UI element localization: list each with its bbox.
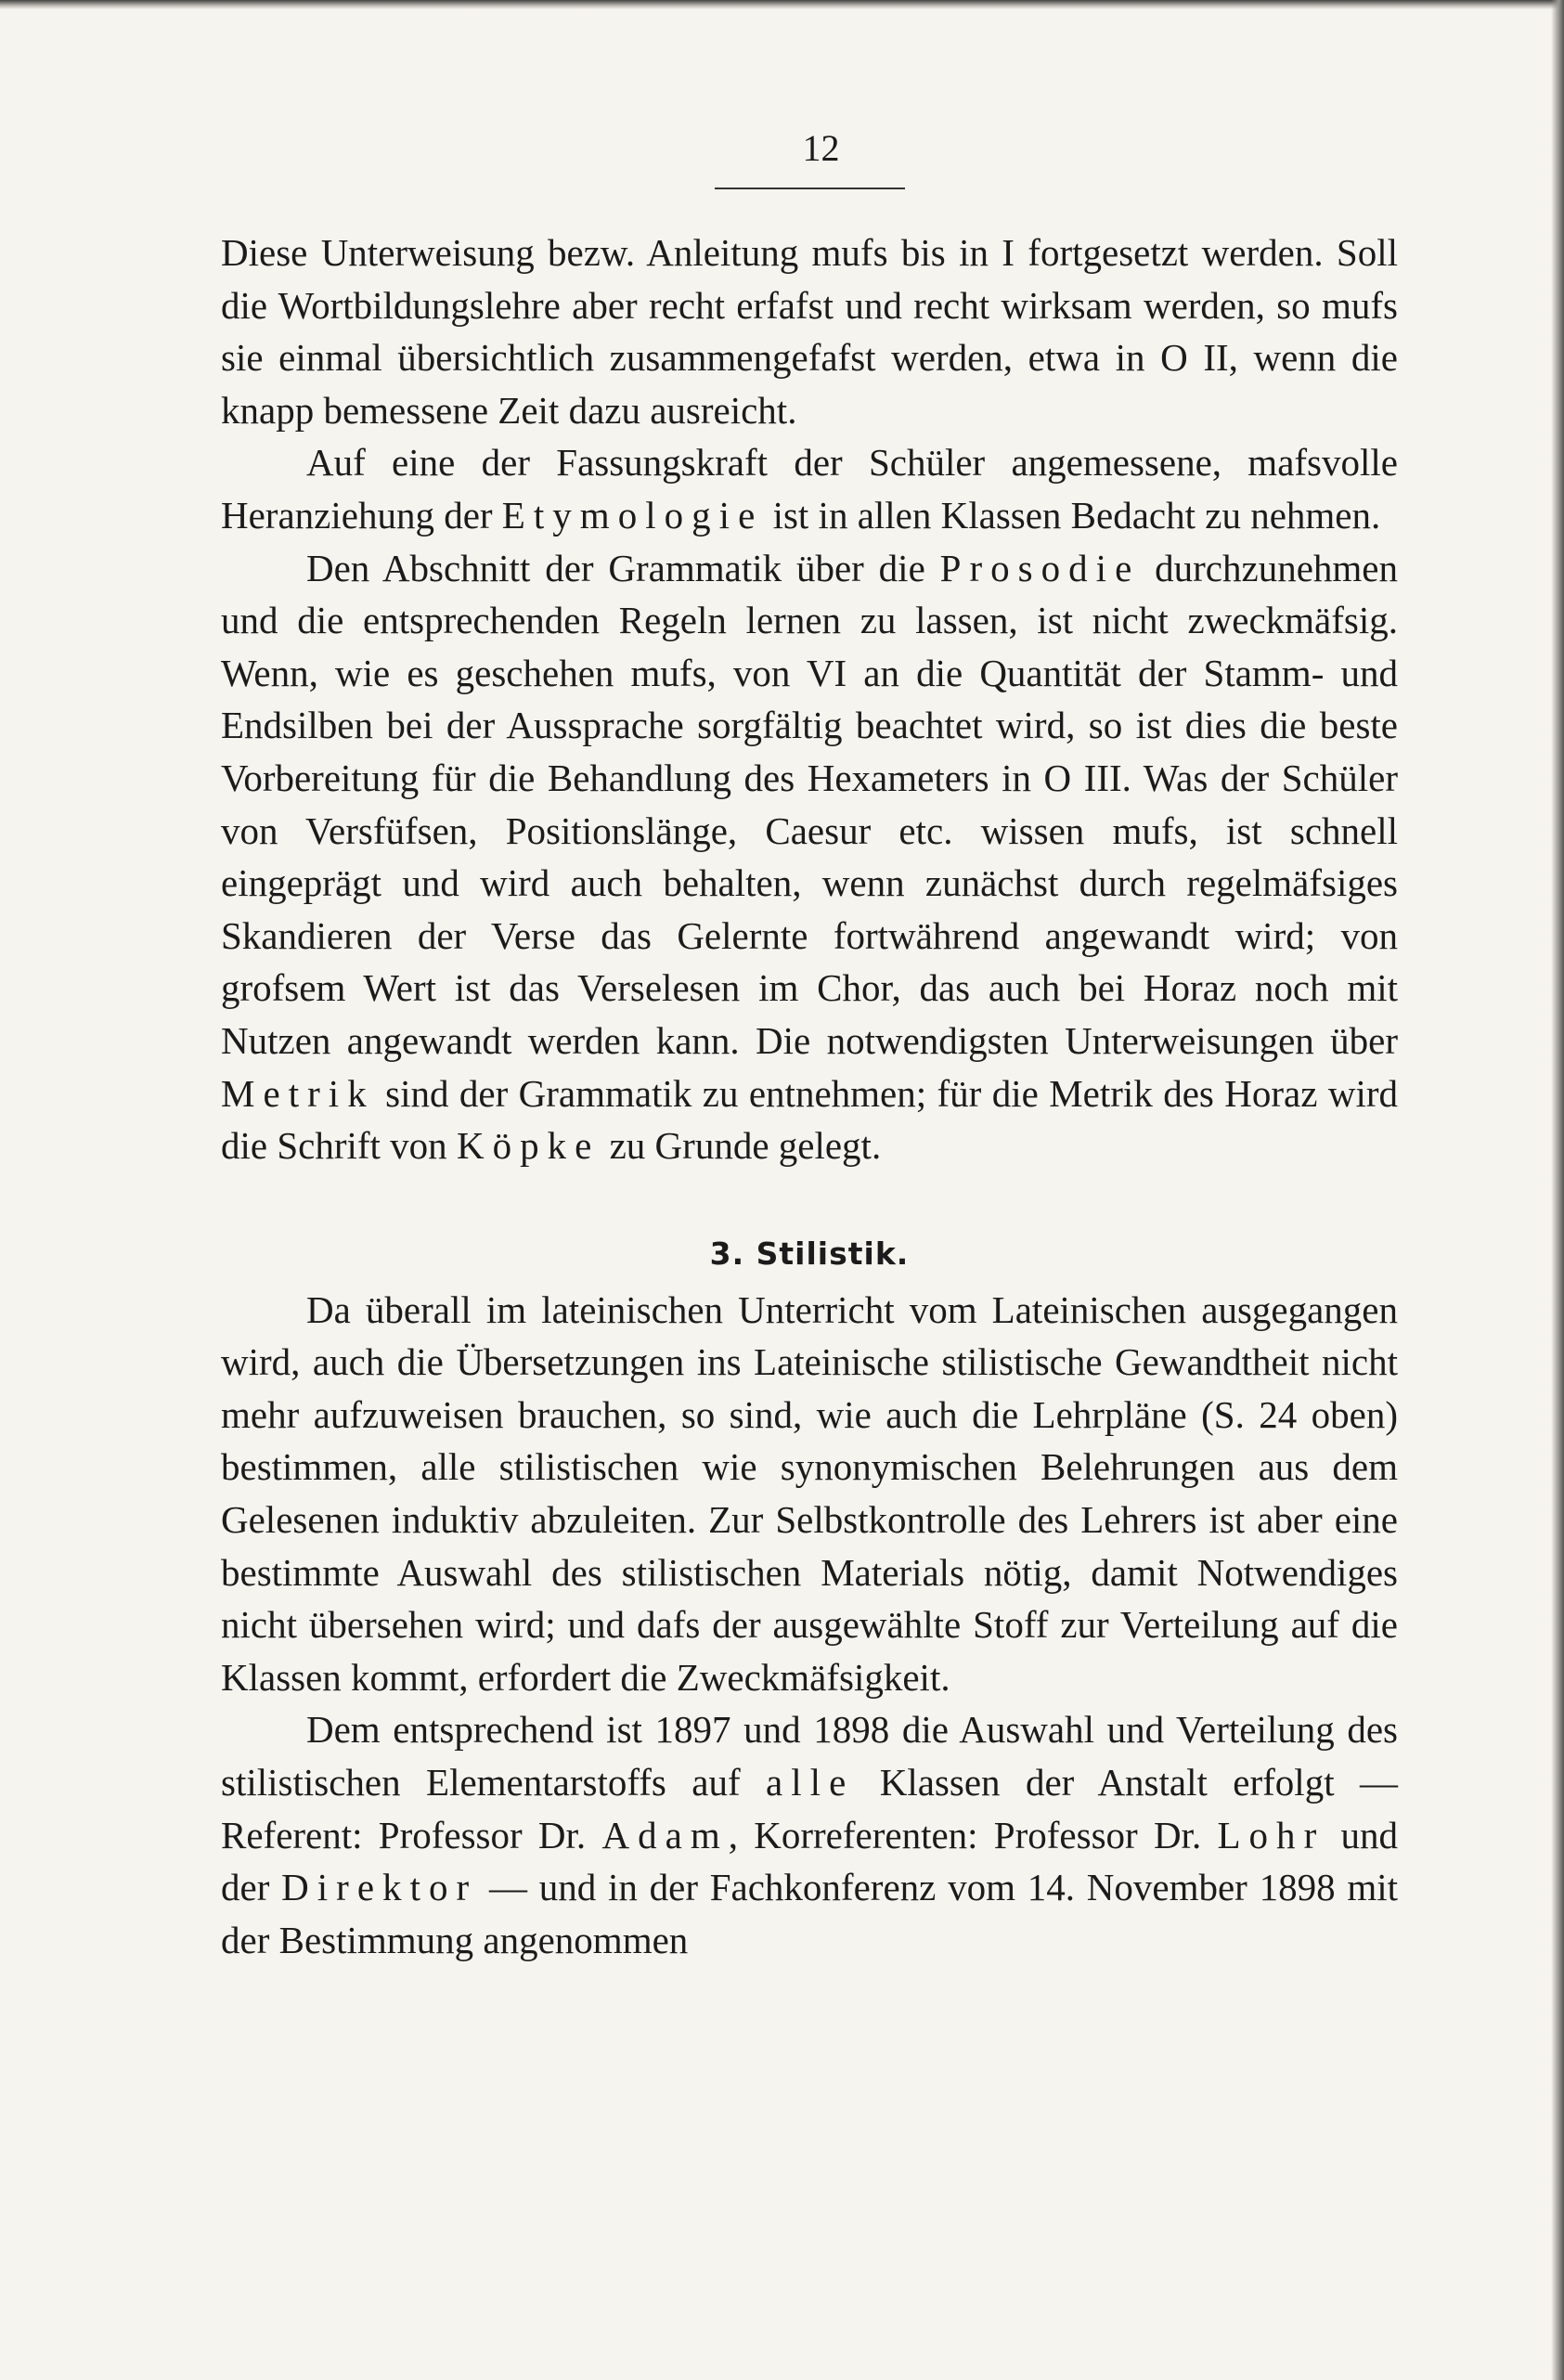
scan-edge-right bbox=[1551, 0, 1564, 2380]
text-run: Klassen der Anstalt erfolgt — Referent: Professor Dr. bbox=[221, 1761, 1399, 1856]
text-run: Da überall im lateinischen Unterricht vom Lateinischen ausgegangen wird, auch die Übersetzungen ins Lateinische stilistische Gewandtheit nicht mehr aufzuweisen brauchen, so sind, wie auch die Lehrpläne (S. 24 oben) bestimmen, alle stilistischen wie synonymischen Belehrungen aus dem Gelesenen induktiv abzuleiten. Zur Selbstkontrolle des Lehrers ist aber eine bestimmte Auswahl des stilistischen Materials nötig, damit Notwendiges nicht übersehen wird; und dafs der ausgewählte Stoff zur Verteilung auf die Klassen kommt, erfordert die Zweckmäfsigkeit. bbox=[221, 1287, 1398, 1699]
text-run: Diese Unterweisung bezw. Anleitung mufs bis in I fortgesetzt werden. Soll die Wortbildungslehre aber recht erfafst und recht wirksam werden, so mufs sie einmal übersichtlich zusammengefafst werden, etwa in O II, wenn die knapp bemessene Zeit dazu ausreicht. bbox=[221, 231, 1398, 432]
paragraphs-before bbox=[221, 226, 1398, 1172]
spaced-emphasis: Adam bbox=[601, 1813, 729, 1856]
text-run: , Korreferenten: Professor Dr. bbox=[728, 1813, 1218, 1856]
spaced-emphasis: Direktor bbox=[281, 1866, 478, 1909]
paragraph bbox=[221, 226, 1398, 436]
text-run: durchzunehmen und die entsprechenden Regeln lernen zu lassen, ist nicht zweckmäfsig. Wenn, wie es geschehen mufs, von VI an die Quantität der Stamm- und Endsilben bei der Aussprache sorgfältig beachtet wird, so ist dies die beste Vorbereitung für die Behandlung des Hexameters in O III. Was der Schüler von Versfüfsen, Positionslänge, Caesur etc. wissen mufs, ist schnell eingeprägt und wird auch behalten, wenn zunächst durch regelmäfsiges Skandieren der Verse das Gelernte fortwährend angewandt wird; von grofsem Wert ist das Verselesen im Chor, das auch bei Horaz noch mit Nutzen angewandt werden kann. Die notwendigsten Unterweisungen über bbox=[221, 546, 1398, 1062]
section-heading: 3. Stilistik. bbox=[709, 1235, 910, 1272]
paragraph bbox=[221, 542, 1398, 1172]
paragraph bbox=[221, 1703, 1398, 1966]
spaced-emphasis: Prosodie bbox=[939, 546, 1141, 589]
page-body bbox=[221, 226, 1398, 1966]
text-run: und der bbox=[221, 1813, 1399, 1909]
page-number: 12 bbox=[802, 127, 840, 169]
spaced-emphasis: Köpke bbox=[456, 1124, 601, 1168]
text-run: zu Grunde gelegt. bbox=[600, 1124, 882, 1168]
spaced-emphasis: Lohr bbox=[1217, 1813, 1325, 1856]
spaced-emphasis: alle bbox=[766, 1761, 855, 1804]
text-run: — und in der Fachkonferenz vom 14. November 1898 mit der Bestimmung angenommen bbox=[221, 1866, 1399, 1961]
scan-edge-top bbox=[0, 0, 1564, 9]
page-header bbox=[0, 127, 1564, 169]
text-run: Auf eine der Fassungskraft der Schüler angemessene, mafsvolle Heranziehung der bbox=[221, 441, 1398, 537]
spaced-emphasis: Metrik bbox=[221, 1071, 375, 1115]
paragraphs-after bbox=[221, 1284, 1398, 1967]
text-run: sind der Grammatik zu entnehmen; für die Metrik des Horaz wird die Schrift von bbox=[221, 1071, 1398, 1168]
text-run: Dem entsprechend ist 1897 und 1898 die Auswahl und Verteilung des stilistischen Elementarstoffs auf bbox=[221, 1708, 1398, 1804]
paragraph bbox=[221, 1284, 1398, 1704]
text-run: ist in allen Klassen Bedacht zu nehmen. bbox=[763, 493, 1381, 537]
header-rule bbox=[715, 188, 905, 189]
spaced-emphasis: Etymologie bbox=[501, 493, 764, 537]
text-run: Den Abschnitt der Grammatik über die bbox=[306, 546, 940, 589]
paragraph bbox=[221, 436, 1398, 541]
